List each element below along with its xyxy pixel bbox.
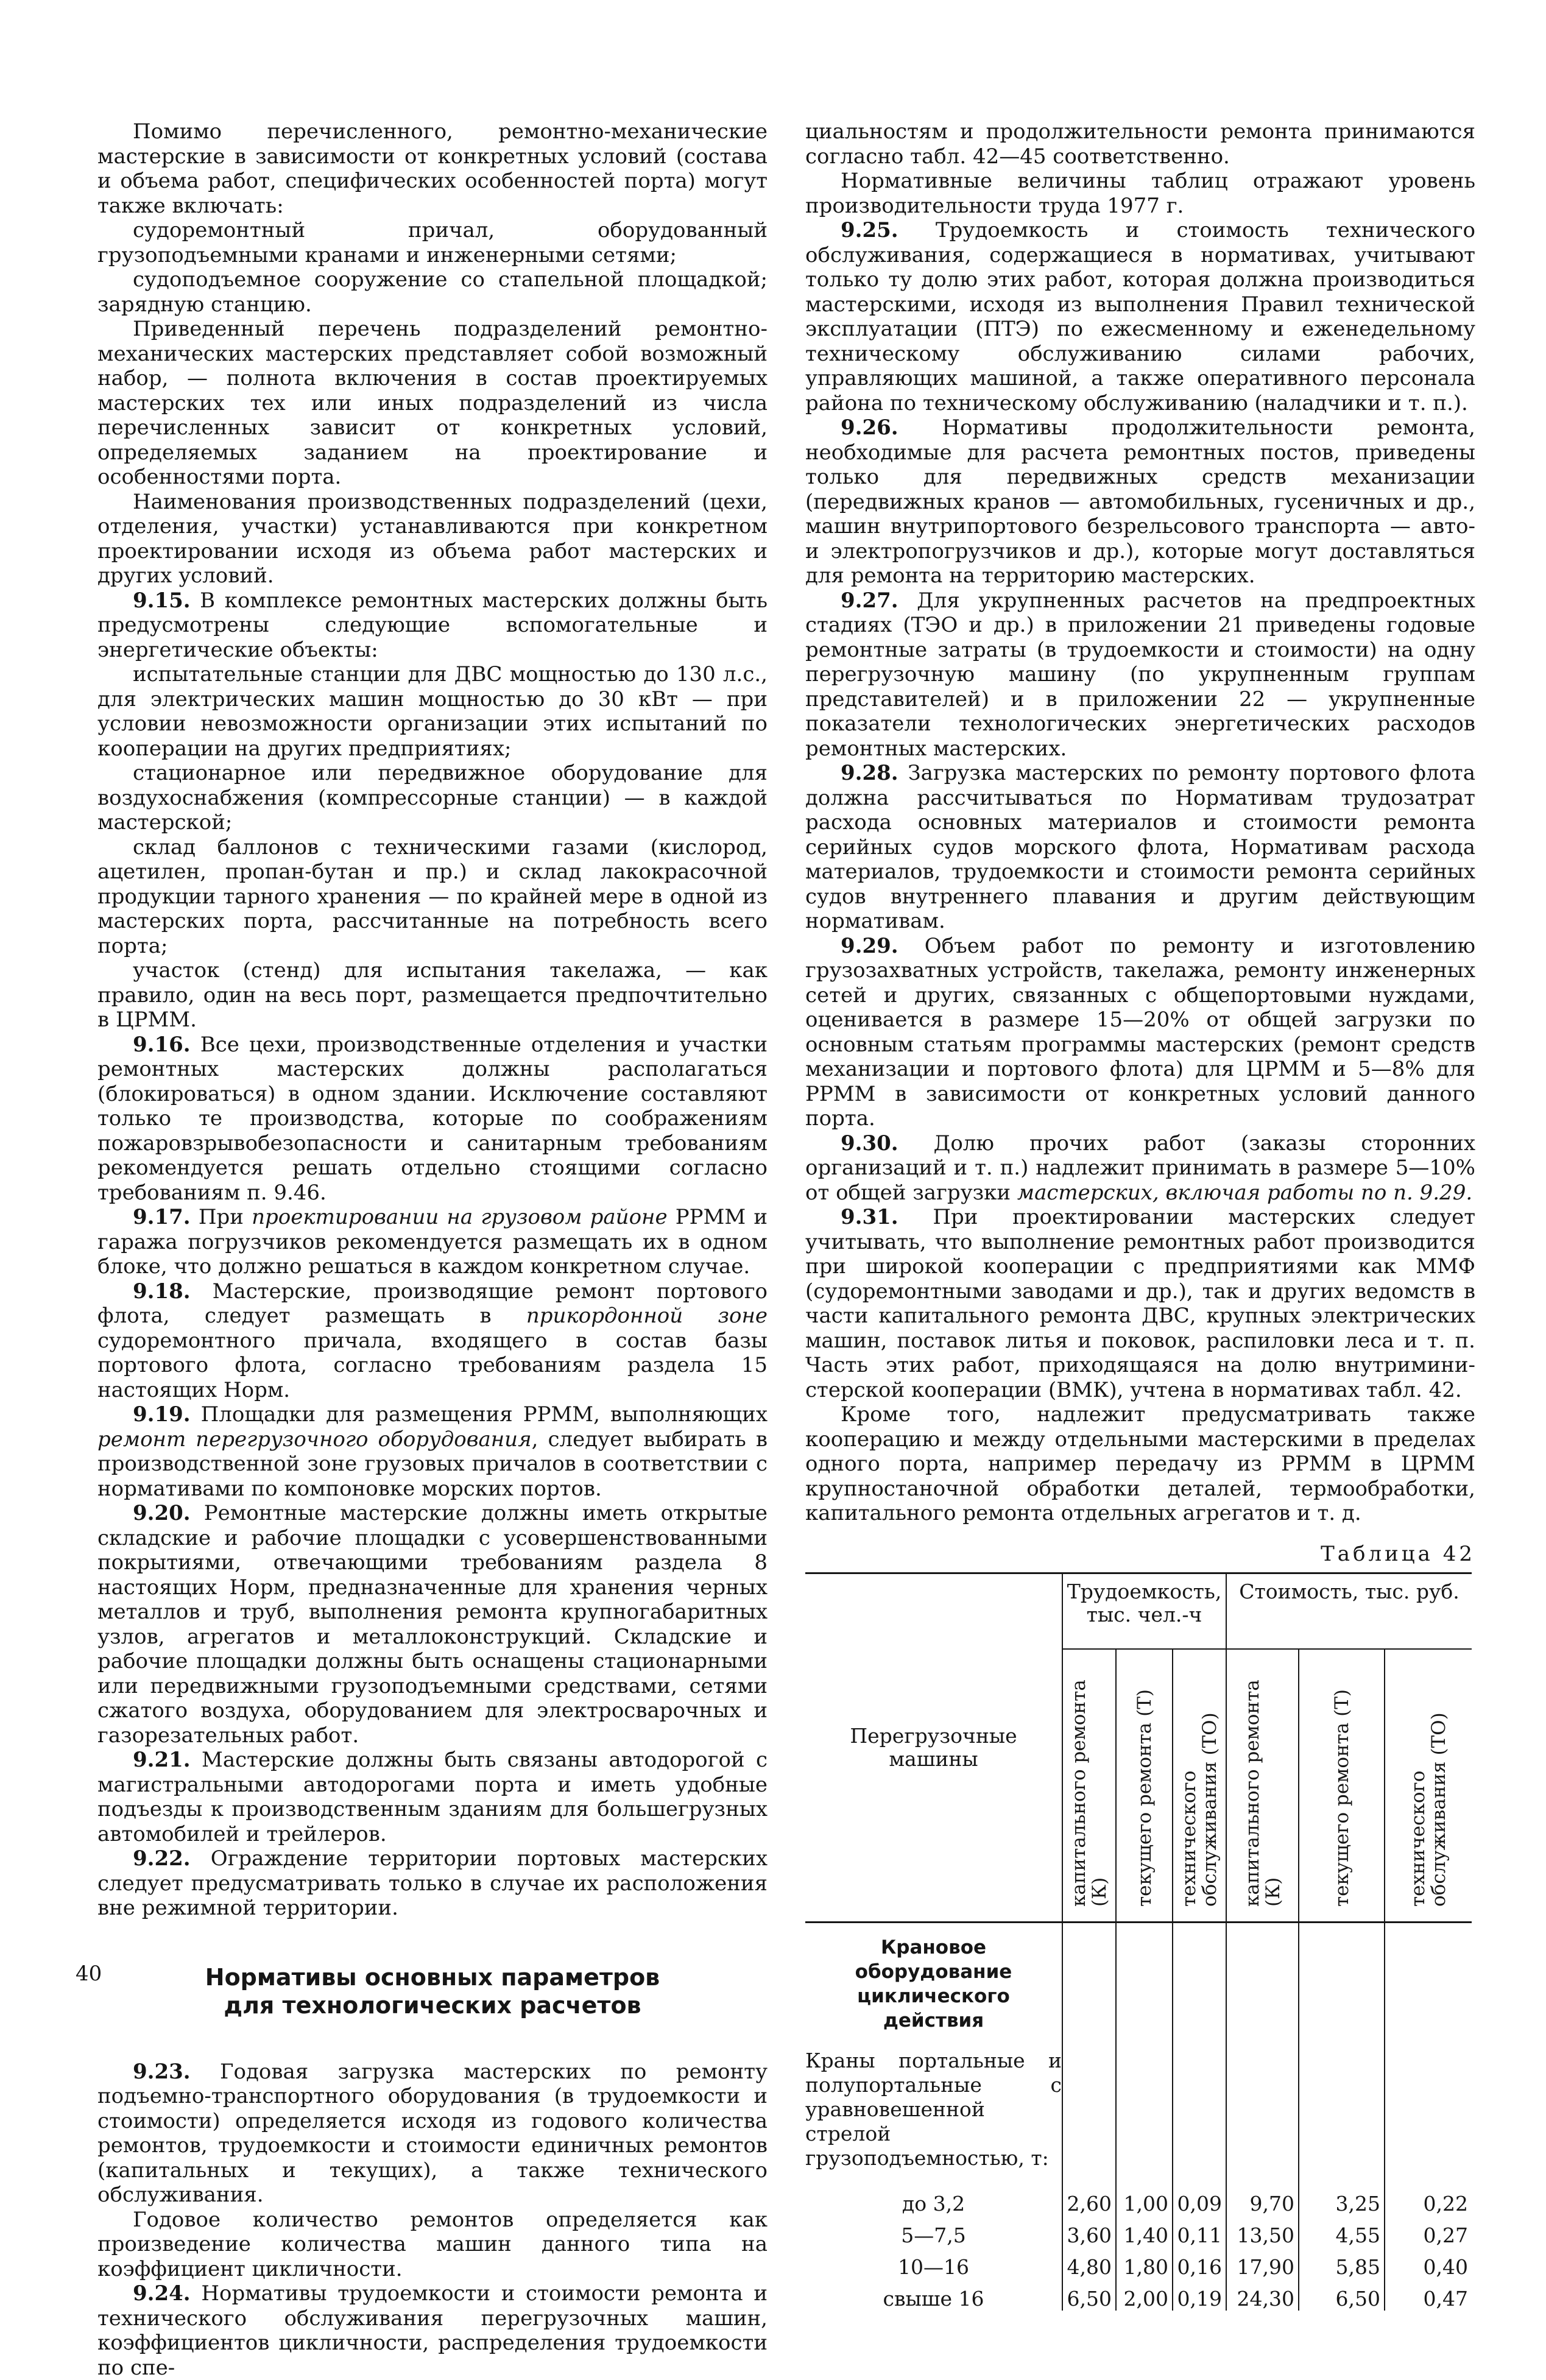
table-cell: 6,50	[1299, 2279, 1385, 2311]
paragraph: судоремонтный причал, оборудованный грузоподъемными кранами и инженерными сетями;	[97, 218, 768, 267]
table-subheader	[1299, 1649, 1385, 1923]
clause-text: РРММ и гаража погрузчиков рекомендуется размещать их в одном блоке, что должно решаться в каждом конкретном случае.	[97, 1205, 768, 1279]
clause-text: , следует выбирать в производственной зоне грузовых причалов в соответствии с нормативами по компоновке морских портов.	[97, 1427, 768, 1501]
clause-number: 9.19.	[133, 1402, 191, 1427]
clause-text: Годовая загрузка мастерских по ремонту подъемно-транспортного оборудования (в трудоемкости и стоимости) определяется исходя из годового количества ремонтов, трудоемкости и стоимости единичных ремонтов (капитальных и текущих), а также технического обслуживания.	[97, 2059, 768, 2207]
table-cell: 1,40	[1116, 2216, 1173, 2247]
clause-number: 9.30.	[841, 1131, 898, 1156]
norms-table	[805, 1572, 1472, 2311]
clause-9-30	[805, 1131, 1475, 1206]
table-section-cell	[805, 1923, 1062, 2184]
clause-9-26	[805, 415, 1475, 588]
clause-text: Мастерские, производящие ремонт портового флота, следует размещать в	[97, 1279, 768, 1328]
table-row-label: 5—7,5	[901, 2223, 966, 2247]
paragraph: Годовое количество ремонтов определяется как произведение количества машин данного типа на коэффициент цикличности.	[97, 2207, 768, 2281]
clause-text: судоремонтного причала, входящего в состав базы портового флота, согласно требованиям раздела 15 настоящих Норм.	[97, 1328, 768, 1402]
clause-number: 9.29.	[841, 933, 898, 958]
clause-9-24	[97, 2281, 768, 2380]
clause-number: 9.15.	[133, 588, 191, 613]
table-cell: 3,60	[1062, 2216, 1116, 2247]
table-cell: 1,80	[1116, 2247, 1173, 2279]
table-subheader	[1385, 1649, 1472, 1923]
table-cell: 17,90	[1226, 2247, 1299, 2279]
clause-9-23	[97, 2060, 768, 2208]
clause-text: В комплексе ремонтных мастерских должны быть предусмотрены следующие вспомогательные и энергетические объекты:	[97, 588, 768, 662]
table-cell: 0,27	[1385, 2216, 1472, 2247]
table-cell: 4,80	[1062, 2247, 1116, 2279]
table-row-label: до 3,2	[902, 2192, 965, 2216]
clause-emphasis: ремонт перегрузочного оборудования	[97, 1427, 532, 1452]
table-cell	[1062, 1923, 1116, 2184]
table-title: Таблица 42	[1321, 1541, 1475, 1566]
clause-number: 9.16.	[133, 1032, 191, 1057]
clause-number: 9.27.	[841, 588, 898, 613]
table-header-machines: Перегрузочные машины	[805, 1573, 1062, 1923]
section-heading	[97, 1963, 768, 2019]
table-cell: 5,85	[1299, 2247, 1385, 2279]
clause-text: При проектировании мастерских следует учитывать, что выполнение ремонтных работ производится при широкой кооперации с предприятиями как ММФ (судоремонтными заводами и др.), так и других ведомств в части капитального ремонта ДВС, крупных электрических машин, поставок литья и поковок, распиловки леса и т. п. Часть этих работ, приходящаяся на долю внутриминистерской кооперации (ВМК), учтена в нормативах табл. 42.	[805, 1205, 1475, 1402]
table-cell: 13,50	[1226, 2216, 1299, 2247]
table-subheader	[1173, 1649, 1226, 1923]
paragraph: судоподъемное сооружение со стапельной площадкой; зарядную станцию.	[97, 267, 768, 317]
clause-number: 9.21.	[133, 1748, 191, 1772]
table-header-group: Трудоемкость, тыс. чел.-ч	[1062, 1573, 1226, 1650]
clause-text: Площадки для размещения РРММ, выполняющих	[190, 1402, 768, 1427]
paragraph: склад баллонов с техническими газами (кислород, ацетилен, пропан-бутан и пр.) и склад лакокрасочной продукции тарного хранения — по крайней мере в одной из мастерских порта, рассчитанные на потребность всего порта;	[97, 835, 768, 958]
clause-9-25	[805, 218, 1475, 415]
section-heading-line: для технологических расчетов	[224, 1991, 641, 2019]
table-cell: 2,60	[1062, 2184, 1116, 2216]
table-cell: 0,47	[1385, 2279, 1472, 2311]
clause-9-19	[97, 1402, 768, 1501]
clause-9-31	[805, 1205, 1475, 1402]
clause-9-29	[805, 934, 1475, 1131]
table-subheader-label: технического обслуживания (ТО)	[1407, 1712, 1450, 1907]
paragraph: циальностям и продолжительности ремонта принимаются согласно табл. 42—45 соответственно.	[805, 119, 1475, 169]
clause-number: 9.22.	[133, 1846, 191, 1871]
paragraph: Нормативные величины таблиц отражают уровень производительности труда 1977 г.	[805, 169, 1475, 218]
table-cell: 6,50	[1062, 2279, 1116, 2311]
table-cell	[1173, 1923, 1226, 2184]
clause-text: Для укрупненных расчетов на предпроектных стадиях (ТЭО и др.) в приложении 21 приведены годовые ремонтные затраты (в трудоемкости и стоимости) на одну перегрузочную машину (по укрупненным группам представителей) и в приложении 22 — укрупненные показатели технологических энергетических расходов ремонтных мастерских.	[805, 588, 1475, 761]
table-cell: 0,09	[1173, 2184, 1226, 2216]
clause-number: 9.31.	[841, 1205, 898, 1229]
paragraph: Приведенный перечень подразделений ремонтно-механических мастерских представляет собой возможный набор, — полнота включения в состав проектируемых мастерских тех или иных подразделений из числа перечисленных зависит от конкретных условий, определяемых заданием на проектирование и особенностями порта.	[97, 317, 768, 489]
table-row-label: 10—16	[898, 2255, 969, 2279]
paragraph: Кроме того, надлежит предусматривать также кооперацию и между отдельными мастерскими в пределах одного порта, например передачу из РРММ в ЦРММ крупностаночной обработки деталей, термообработки, капитального ремонта отдельных агрегатов и т. д.	[805, 1402, 1475, 1525]
clause-9-21	[97, 1748, 768, 1846]
clause-text: Мастерские должны быть связаны автодорогой с магистральными автодорогами порта и иметь удобные подъезды к производственным зданиям для большегрузных автомобилей и трейлеров.	[97, 1748, 768, 1846]
table-row	[805, 2184, 1472, 2216]
table-header-group: Стоимость, тыс. руб.	[1226, 1573, 1472, 1650]
table-subheader-label: капитального ремонта (К)	[1241, 1679, 1284, 1907]
clause-text: Ремонтные мастерские должны иметь открытые складские и рабочие площадки с усовершенствованными покрытиями, отвечающими требованиям раздела 8 настоящих Норм, предназначенные для хранения черных металлов и труб, выполнения ремонта крупногабаритных узлов, агрегатов и металлоконструкций. Складские и рабочие площадки должны быть оснащены стационарными или передвижными грузоподъемными средствами, сетями сжатого воздуха, оборудованием для электросварочных и газорезательных работ.	[97, 1501, 768, 1748]
clause-emphasis: мастерских, включая работы по п. 9.29.	[1017, 1180, 1473, 1205]
table-cell: 0,19	[1173, 2279, 1226, 2311]
clause-emphasis: проектировании на грузовом районе	[252, 1205, 668, 1229]
clause-number: 9.23.	[133, 2059, 191, 2084]
table-cell	[1116, 1923, 1173, 2184]
table-cell: 0,40	[1385, 2247, 1472, 2279]
clause-number: 9.25.	[841, 218, 898, 242]
clause-9-16	[97, 1033, 768, 1206]
table-cell: 1,00	[1116, 2184, 1173, 2216]
clause-number: 9.17.	[133, 1205, 191, 1229]
clause-text: Объем работ по ремонту и изготовлению грузозахватных устройств, такелажа, ремонту инженерных сетей и других, связанных с общепортовыми нуждами, оценивается в размере 15—20% от общей загрузки по основным статьям программы мастерских (ремонт средств механизации и портового флота) для ЦРММ и 5—8% для РРММ в зависимости от конкретных условий данного порта.	[805, 933, 1475, 1131]
right-column	[805, 119, 1475, 2311]
clause-9-27	[805, 588, 1475, 761]
table-cell: 2,00	[1116, 2279, 1173, 2311]
clause-emphasis: прикордонной зоне	[526, 1304, 768, 1328]
table-cell: 24,30	[1226, 2279, 1299, 2311]
clause-text: Все цехи, производственные отделения и участки ремонтных мастерских должны располагаться (блокироваться) в одном здании. Исключение составляют только те производства, которые по соображениям пожаровзрывобезопасности и санитарным требованиям рекомендуется решать отдельно стоящими согласно требованиям п. 9.46.	[97, 1032, 768, 1205]
clause-number: 9.18.	[133, 1279, 191, 1304]
table-cell	[1226, 1923, 1299, 2184]
table-row	[805, 2247, 1472, 2279]
table-cell	[1385, 1923, 1472, 2184]
table-cell: 0,16	[1173, 2247, 1226, 2279]
table-row	[805, 2279, 1472, 2311]
clause-9-15	[97, 588, 768, 663]
table-cell	[1299, 1923, 1385, 2184]
paragraph: испытательные станции для ДВС мощностью до 130 л.с., для электрических машин мощностью до 30 кВт — при условии невозможности организации этих испытаний по кооперации на других предприятиях;	[97, 662, 768, 761]
clause-text: При	[190, 1205, 252, 1229]
left-column	[97, 119, 768, 2380]
table-subheader-label: капитального ремонта (К)	[1068, 1679, 1110, 1907]
paragraph: участок (стенд) для испытания такелажа, — как правило, один на весь порт, размещается предпочтительно в ЦРММ.	[97, 958, 768, 1032]
table-section-title: Крановое оборудование циклического действия	[855, 1937, 1012, 2032]
paragraph: Наименования производственных подразделений (цехи, отделения, участки) устанавливаются при конкретном проектировании исходя из объема работ мастерских и других условий.	[97, 489, 768, 588]
clause-text: Трудоемкость и стоимость технического обслуживания, содержащиеся в нормативах, учитывают только ту долю этих работ, которая должна производиться мастерскими, исходя из выполнения Правил технической эксплуатации (ПТЭ) по ежесменному и еженедельному техническому обслуживанию силами рабочих, управляющих машиной, а также оперативного персонала района по техническому обслуживанию (наладчики и т. п.).	[805, 218, 1475, 415]
table-subheader	[1226, 1649, 1299, 1923]
table-cell: 3,25	[1299, 2184, 1385, 2216]
paragraph: Помимо перечисленного, ремонтно-механические мастерские в зависимости от конкретных условий (состава и объема работ, специфических особенностей порта) могут также включать:	[97, 119, 768, 218]
table-cell: 4,55	[1299, 2216, 1385, 2247]
table-subheader-label: текущего ремонта (Т)	[1133, 1689, 1156, 1907]
table-section-desc: Краны портальные и полупортальные с уравновешенной стрелой грузоподъемностью, т:	[805, 2049, 1062, 2170]
page-number: 40	[76, 1962, 102, 1986]
table-subheader-label: текущего ремонта (Т)	[1330, 1689, 1353, 1907]
table-row-label: свыше 16	[883, 2287, 984, 2311]
table-cell: 0,11	[1173, 2216, 1226, 2247]
clause-9-22	[97, 1846, 768, 1921]
section-heading-line: Нормативы основных параметров	[205, 1963, 660, 1991]
table-row	[805, 2216, 1472, 2247]
clause-9-17	[97, 1205, 768, 1279]
clause-9-20	[97, 1501, 768, 1748]
clause-9-18	[97, 1279, 768, 1403]
clause-text: Загрузка мастерских по ремонту портового флота должна рассчитываться по Нормативам трудозатрат расхода основных материалов и стоимости ремонта серийных судов морского флота, Нормативам расхода материалов, трудоемкости и стоимости ремонта серийных судов внутреннего плавания и другим действующим нормативам.	[805, 761, 1475, 933]
clause-number: 9.24.	[133, 2281, 191, 2306]
table-subheader	[1062, 1649, 1116, 1923]
clause-number: 9.20.	[133, 1501, 191, 1525]
table-cell: 0,22	[1385, 2184, 1472, 2216]
clause-text: Нормативы трудоемкости и стоимости ремонта и технического обслуживания перегрузочных машин, коэффициентов цикличности, распределения трудоемкости по спе-	[97, 2281, 768, 2380]
clause-text: Ограждение территории портовых мастерских следует предусматривать только в случае их расположения вне режимной территории.	[97, 1846, 768, 1920]
table-subheader-label: технического обслуживания (ТО)	[1178, 1712, 1221, 1907]
table-subheader	[1116, 1649, 1173, 1923]
clause-number: 9.26.	[841, 415, 898, 440]
clause-9-28	[805, 761, 1475, 934]
table-cell: 9,70	[1226, 2184, 1299, 2216]
clause-number: 9.28.	[841, 761, 898, 785]
clause-text: Нормативы продолжительности ремонта, необходимые для расчета ремонтных постов, приведены только для передвижных средств механизации (передвижных кранов — автомобильных, гусеничных и др., машин внутрипортового безрельсового транспорта — авто- и электропогрузчиков и др.), которые могут доставляться для ремонта на территорию мастерских.	[805, 415, 1475, 588]
paragraph: стационарное или передвижное оборудование для воздухоснабжения (компрессорные станции) — в каждой мастерской;	[97, 761, 768, 835]
clause-text: Долю прочих работ (заказы сторонних организаций и т. п.) надлежит принимать в размере 5—10% от общей загрузки	[805, 1131, 1475, 1205]
